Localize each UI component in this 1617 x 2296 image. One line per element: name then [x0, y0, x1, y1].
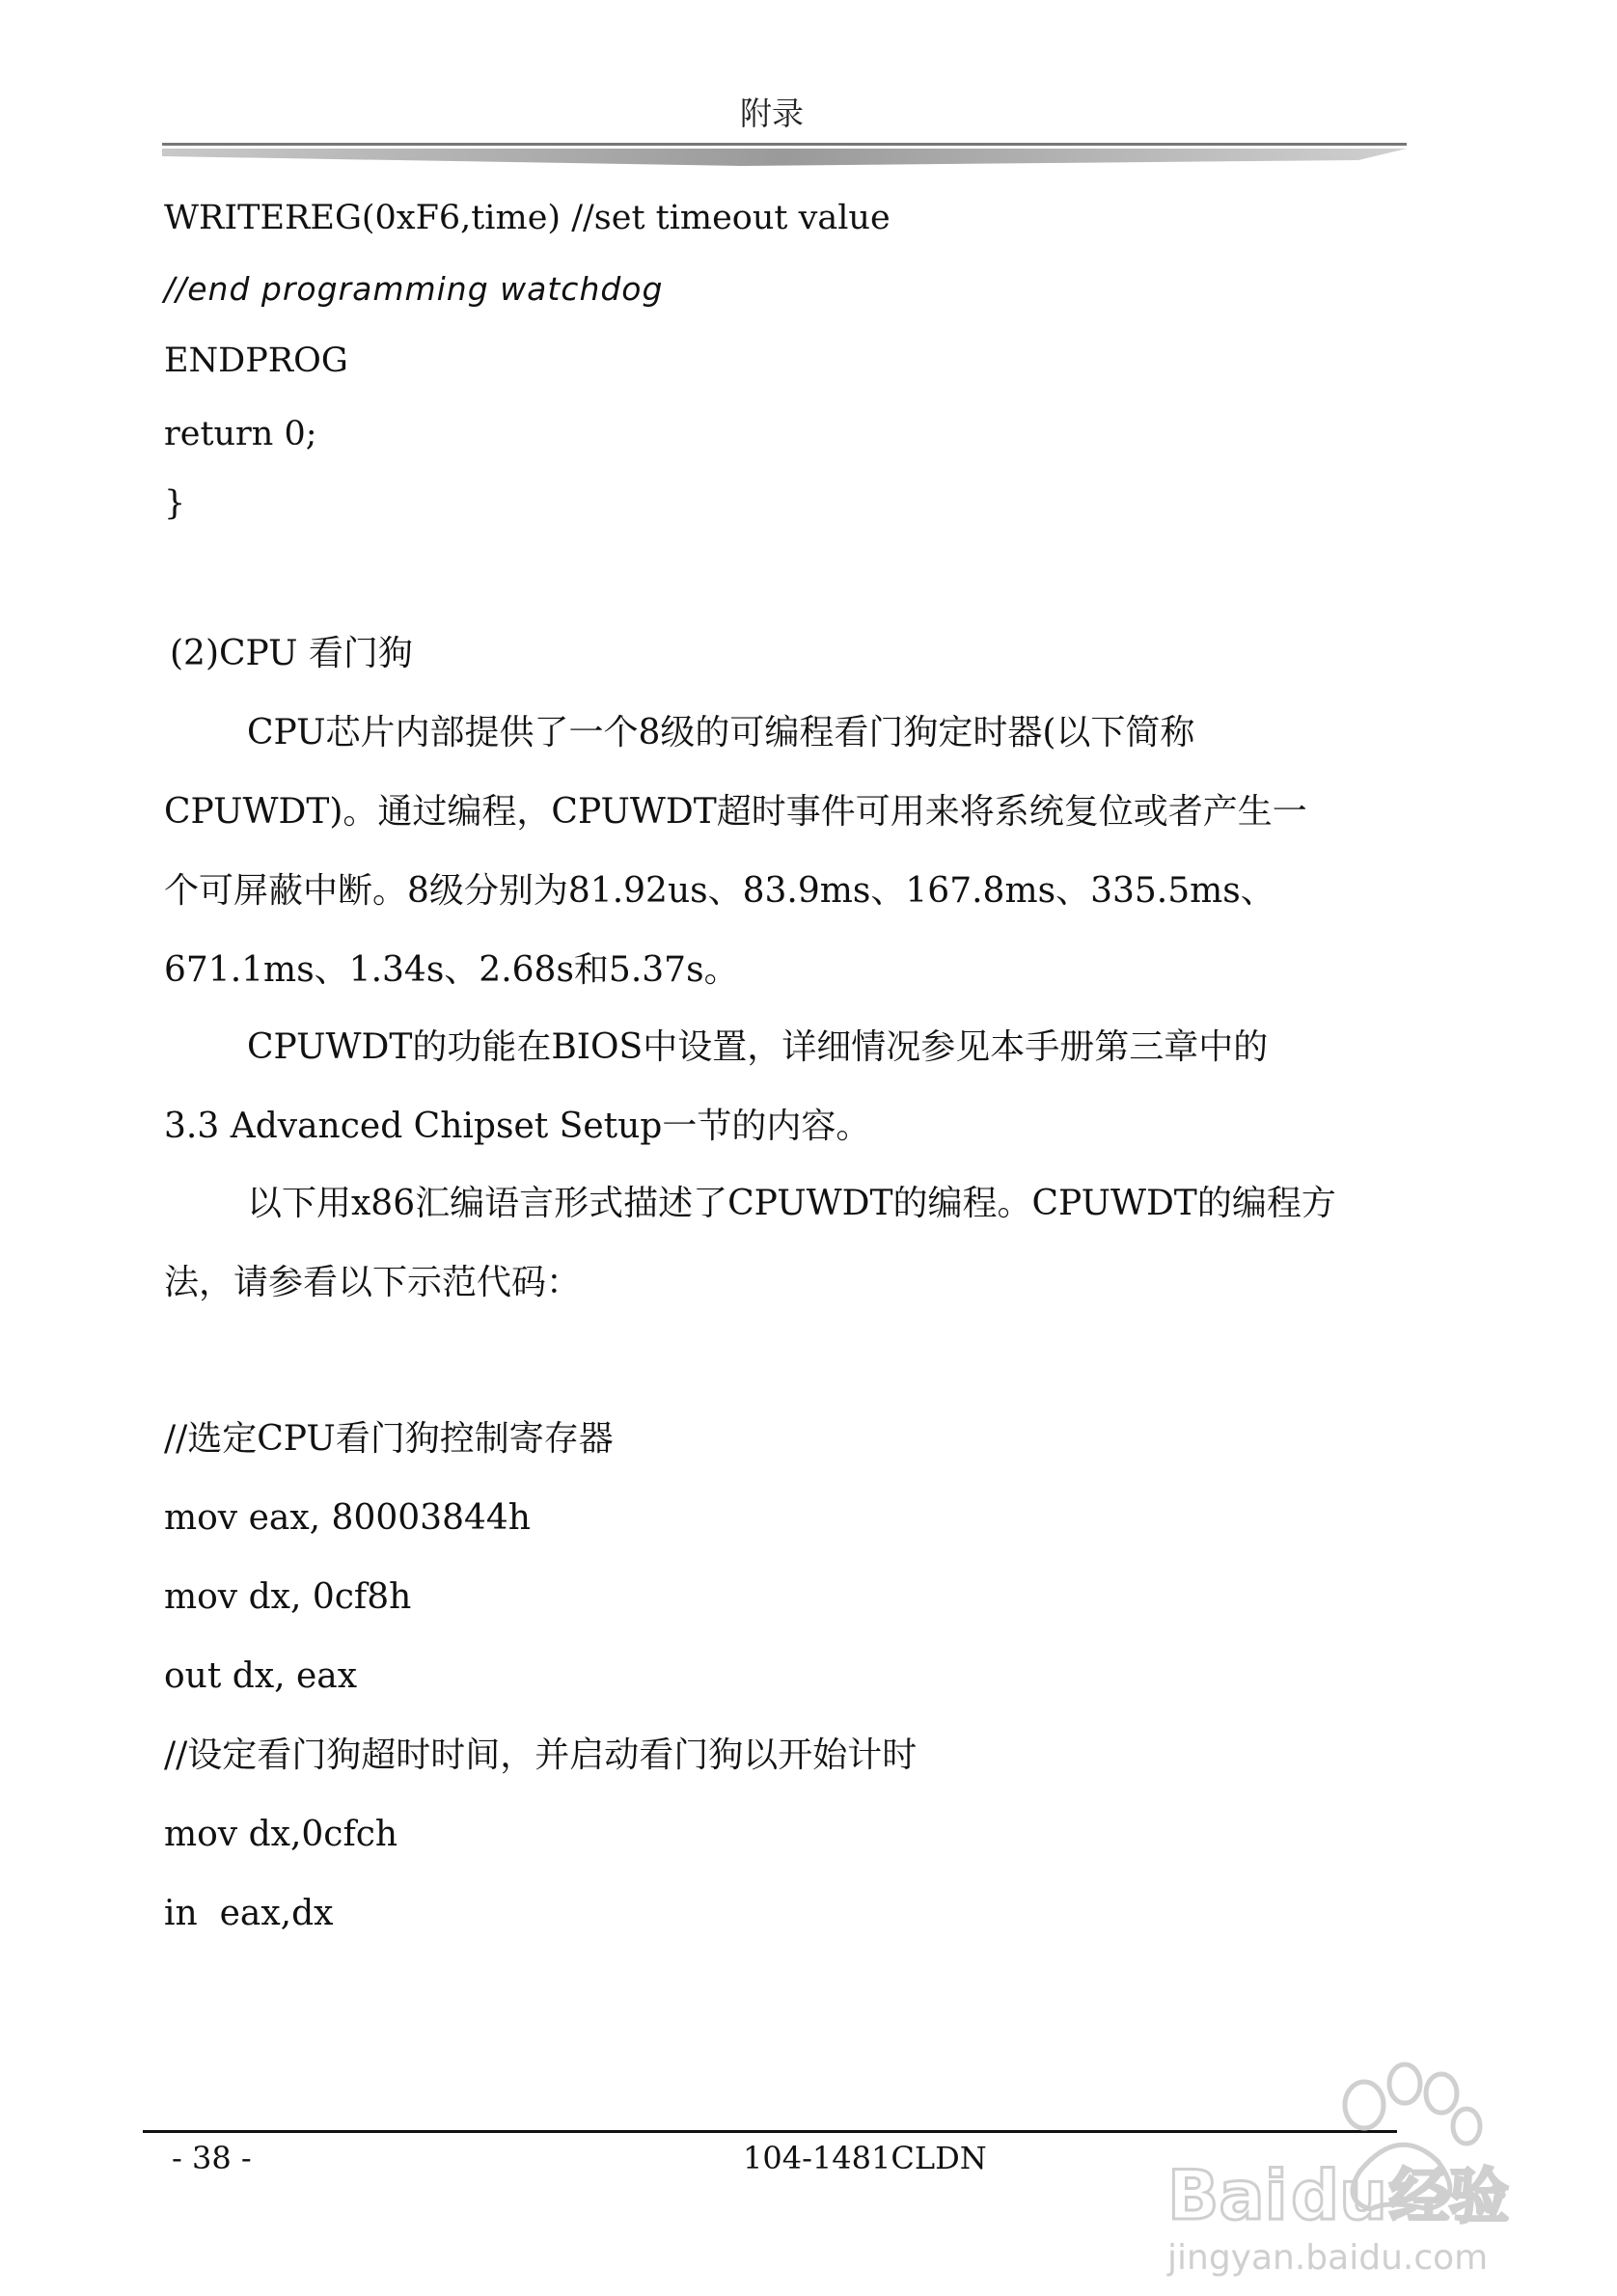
- page-number: - 38 -: [172, 2140, 252, 2176]
- paragraph-line: CPU芯片内部提供了一个8级的可编程看门狗定时器(以下简称: [247, 713, 1195, 752]
- code-line: out dx, eax: [164, 1656, 358, 1696]
- code-line: }: [164, 484, 186, 523]
- paragraph-line: 法，请参看以下示范代码：: [164, 1263, 582, 1302]
- header-rule: [162, 143, 1407, 170]
- code-line: return 0;: [164, 415, 317, 453]
- code-line: mov dx, 0cf8h: [164, 1577, 412, 1617]
- watermark-brand2: du: [1291, 2156, 1387, 2235]
- code-line: WRITEREG(0xF6,time) //set timeout value: [164, 199, 891, 237]
- code-comment: //设定看门狗超时时间，并启动看门狗以开始计时: [164, 1736, 918, 1775]
- document-id: 104-1481CLDN: [743, 2140, 987, 2176]
- code-line: in eax,dx: [164, 1894, 334, 1933]
- paragraph-line: CPUWDT)。通过编程，CPUWDT超时事件可用来将系统复位或者产生一: [164, 792, 1307, 832]
- running-header: 附录: [740, 95, 804, 132]
- code-comment: //选定CPU看门狗控制寄存器: [164, 1419, 614, 1459]
- watermark-brand: Bai: [1167, 2156, 1288, 2235]
- baidu-watermark: [1148, 2055, 1553, 2286]
- watermark-url: jingyan.baidu.com: [1167, 2238, 1489, 2278]
- code-line: ENDPROG: [164, 342, 348, 380]
- paragraph-line: 个可屏蔽中断。8级分别为81.92us、83.9ms、167.8ms、335.5ms、: [164, 871, 1275, 911]
- code-line: mov eax, 80003844h: [164, 1498, 531, 1538]
- watermark-cn: 经验: [1389, 2161, 1510, 2231]
- paragraph-line: 以下用x86汇编语言形式描述了CPUWDT的编程。CPUWDT的编程方: [247, 1184, 1336, 1223]
- paragraph-line: CPUWDT的功能在BIOS中设置，详细情况参见本手册第三章中的: [247, 1027, 1269, 1067]
- section-heading: (2)CPU 看门狗: [170, 634, 413, 673]
- code-comment: //end programming watchdog: [164, 270, 664, 308]
- paragraph-line: 3.3 Advanced Chipset Setup一节的内容。: [164, 1107, 871, 1146]
- code-line: mov dx,0cfch: [164, 1815, 398, 1854]
- paragraph-line: 671.1ms、1.34s、2.68s和5.37s。: [164, 950, 739, 990]
